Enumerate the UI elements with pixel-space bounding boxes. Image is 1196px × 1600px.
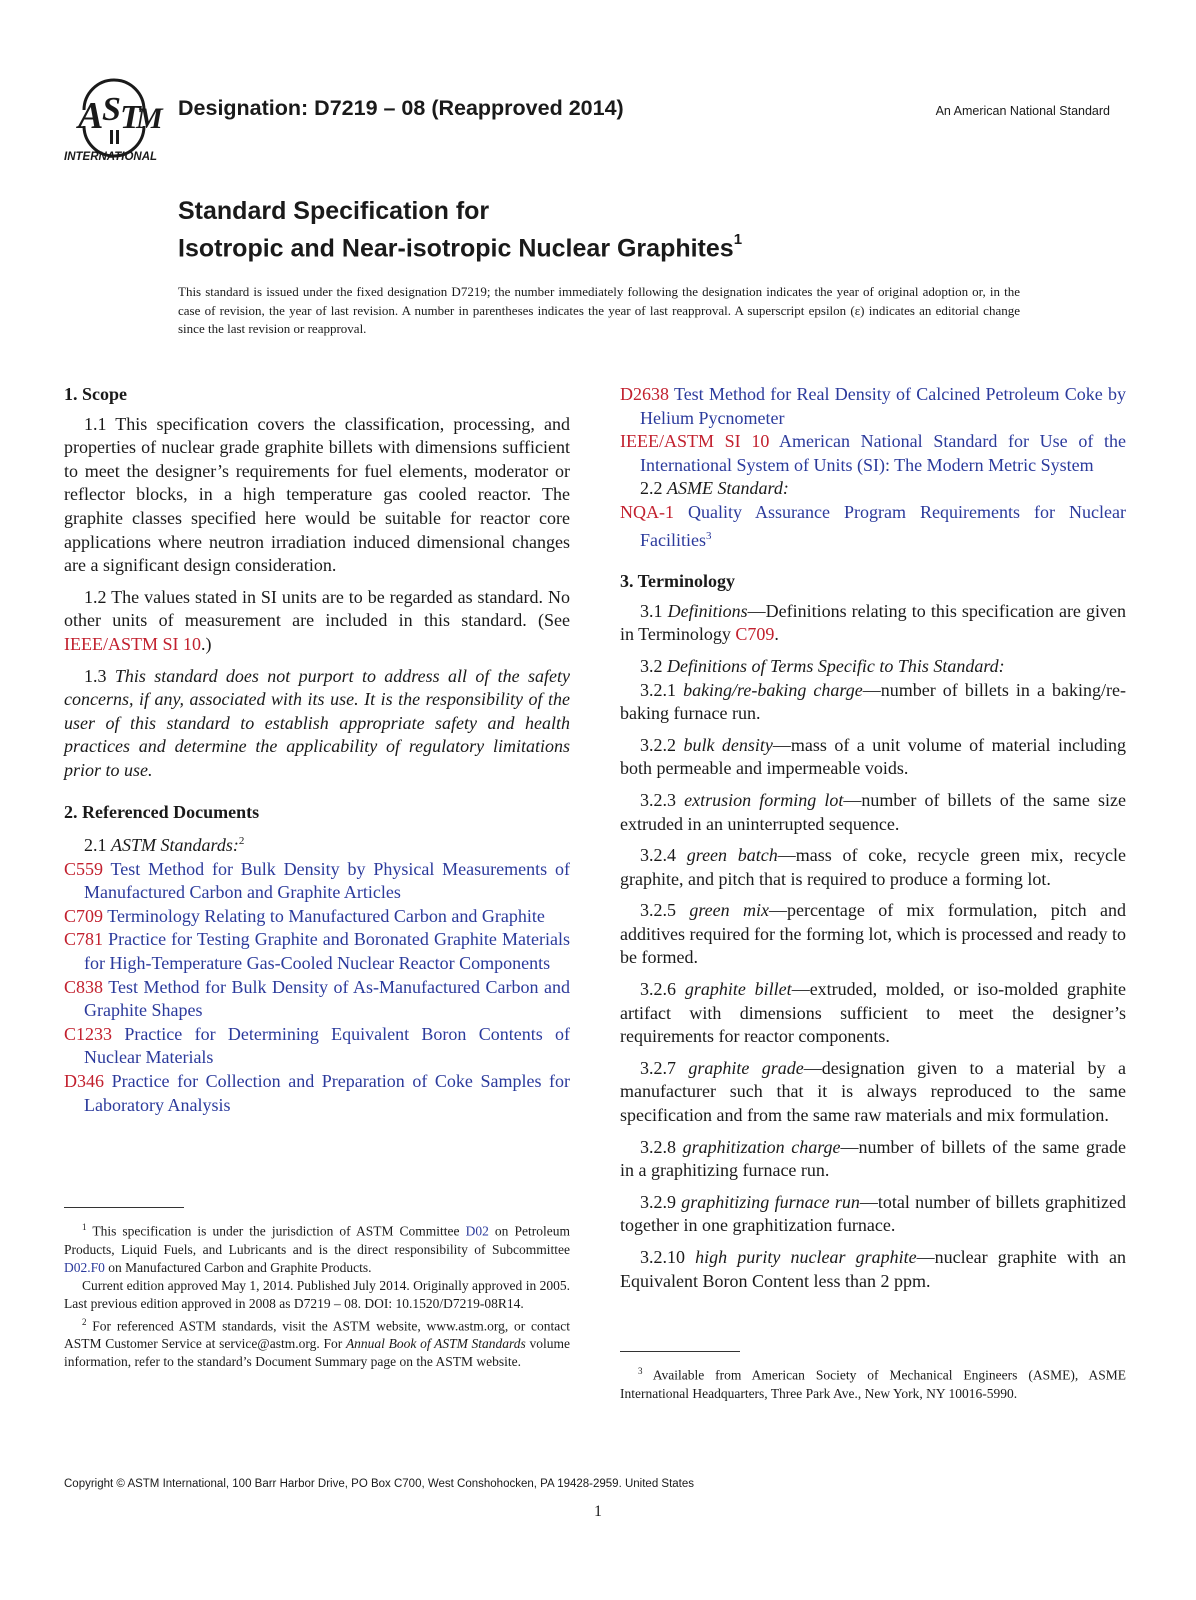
footnote-2: $^2$ For referenced ASTM standards, visit the ASTM website, www.astm.org, or contact ASTM Customer Service at service@astm.org. For Annual Book of ASTM Standards volume information, refer to the standard’s Document Summary page on the ASTM website. — [64, 1316, 571, 1369]
paragraph-3-1: 3.1 Definitions—Definitions relating to this specification are given in Terminology C709. — [620, 600, 1127, 645]
reference-c838[interactable]: C838 Test Method for Bulk Density of As-Manufactured Carbon and Graphite Shapes — [64, 976, 570, 1021]
section-heading-terminology: 3. Terminology — [620, 571, 736, 592]
paragraph-1-1: 1.1 This specification covers the classification, processing, and properties of nuclear grade graphite billets with dimensions sufficient to meet the designer’s requirements for fuel elements, moderator or reflector blocks, in a high temperature gas cooled reactor. The graphite classes specified here would be suitable for reactor core applications where neutron irradiation induced dimensional changes are a significant design consideration. — [64, 413, 570, 576]
designation: Designation: D7219 – 08 (Reapproved 2014) — [178, 96, 624, 120]
term-3-2-7: 3.2.7 graphite grade—designation given to a material by a manufacturer such that it is always reproduced to the same specification and from the same raw materials and mix formulation. — [620, 1057, 1126, 1126]
astm-logo — [62, 70, 166, 166]
document-title — [178, 196, 742, 264]
left-column — [64, 383, 570, 1117]
section-heading-referenced-documents: 2. Referenced Documents — [64, 801, 260, 822]
reference-d2638[interactable]: D2638 Test Method for Real Density of Calcined Petroleum Coke by Helium Pycnometer — [620, 384, 1126, 428]
term-3-2-6: 3.2.6 graphite billet—extruded, molded, or iso-molded graphite artifact with dimensions sufficient to meet the designer’s requirements for reactor components. — [620, 979, 1126, 1047]
svg-text:M: M — [136, 102, 163, 135]
term-3-2-3: 3.2.3 extrusion forming lot—number of billets of the same size extruded in an uninterrupted sequence. — [620, 789, 1126, 834]
footnote-1-edition: Current edition approved May 1, 2014. Published July 2014. Originally approved in 2005. Last previous edition approved in 2008 as D7219 – 08. DOI: 10.1520/D7219-08R14. — [64, 1277, 570, 1311]
reference-c709[interactable]: C709 Terminology Relating to Manufactured Carbon and Graphite — [64, 905, 545, 926]
issue-note: This standard is issued under the fixed designation D7219; the number immediately following the designation indicates the year of original adoption or, in the case of revision, the year of last revision. A number in parentheses indicates the year of last reapproval. A superscript epsilon (ε) indicates an editorial change since the last revision or reapproval. — [178, 284, 1020, 336]
svg-text:A: A — [78, 95, 104, 137]
logo-wordmark: INTERNATIONAL — [64, 151, 158, 163]
ieee-si10-link[interactable]: IEEE/ASTM SI 10 — [64, 633, 201, 654]
paragraph-3-2: 3.2 Definitions of Terms Specific to This Standard: — [640, 655, 1005, 676]
term-3-2-2: 3.2.2 bulk density—mass of a unit volume of material including both permeable and impermeable voids. — [620, 734, 1126, 779]
term-3-2-5: 3.2.5 green mix—percentage of mix formulation, pitch and additives required for the forming lot, which is processed and ready to be formed. — [620, 900, 1126, 968]
asme-standard-label: 2.2 ASME Standard: — [640, 478, 789, 499]
section-heading-scope: 1. Scope — [64, 384, 127, 404]
footnote-3: $^3$ Available from American Society of Mechanical Engineers (ASME), ASME International Headquarters, Three Park Ave., New York, NY 10016-5990. — [620, 1366, 1126, 1401]
reference-nqa-1[interactable]: NQA-1 Quality Assurance Program Requirements for Nuclear Facilities$^3$ — [620, 501, 1127, 550]
svg-text:S: S — [102, 91, 121, 128]
term-3-2-10: 3.2.10 high purity nuclear graphite—nuclear graphite with an Equivalent Boron Content less than 2 ppm. — [620, 1247, 1126, 1291]
footnote-divider-left — [64, 1207, 184, 1208]
d02-link[interactable]: D02 — [465, 1223, 489, 1239]
paragraph-1-3: 1.3 This standard does not purport to address all of the safety concerns, if any, associated with its use. It is the responsibility of the user of this standard to establish appropriate safety and health practices and determine the applicability of regulatory limitations prior to use. — [64, 665, 571, 780]
svg-text:T: T — [120, 99, 141, 136]
reference-c1233[interactable]: C1233 Practice for Determining Equivalent Boron Contents of Nuclear Materials — [64, 1023, 570, 1068]
right-column — [620, 383, 1126, 1293]
astm-standards-label: 2.1 ASTM Standards:$^2$ — [84, 835, 245, 856]
term-3-2-9: 3.2.9 graphitizing furnace run—total number of billets graphitized together in one graphitization furnace. — [620, 1191, 1126, 1236]
footnotes-left — [64, 1218, 570, 1371]
reference-c559[interactable]: C559 Test Method for Bulk Density by Physical Measurements of Manufactured Carbon and Graphite Articles — [64, 858, 570, 903]
national-standard-label: An American National Standard — [935, 104, 1110, 118]
title-line-1: Standard Specification for — [178, 197, 490, 225]
reference-d346[interactable]: D346 Practice for Collection and Preparation of Coke Samples for Laboratory Analysis — [64, 1071, 571, 1115]
reference-ieee-si10[interactable]: IEEE/ASTM SI 10 American National Standard for Use of the International System of Units (SI): The Modern Metric System — [620, 431, 1126, 475]
reference-c781[interactable]: C781 Practice for Testing Graphite and Boronated Graphite Materials for High-Temperature Gas-Cooled Nuclear Reactor Components — [64, 929, 570, 974]
term-3-2-4: 3.2.4 green batch—mass of coke, recycle green mix, recycle graphite, and pitch that is required to produce a forming lot. — [620, 845, 1127, 889]
astm-reference-list — [64, 858, 570, 1118]
footnote-divider-right — [620, 1351, 740, 1352]
d02-f0-link[interactable]: D02.F0 — [64, 1259, 105, 1275]
copyright-notice: Copyright © ASTM International, 100 Barr Harbor Drive, PO Box C700, West Conshohocken, PA 19428-2959. United States — [64, 1478, 695, 1490]
footnote-1: $^1$ This specification is under the jurisdiction of ASTM Committee D02 on Petroleum Products, Liquid Fuels, and Lubricants and is the direct responsibility of Subcommittee D02.F0 on Manufactured Carbon and Graphite Products. — [64, 1222, 570, 1275]
c709-link[interactable]: C709 — [735, 624, 775, 645]
term-3-2-8: 3.2.8 graphitization charge—number of billets of the same grade in a graphitizing furnace run. — [620, 1136, 1126, 1181]
footnotes-right — [620, 1362, 1126, 1403]
title-line-2: Isotropic and Near-isotropic Nuclear Graphites$^1$ — [178, 231, 743, 263]
title-footnote-mark: 1 — [733, 231, 743, 248]
term-3-2-1: 3.2.1 baking/re-baking charge—number of billets in a baking/re-baking furnace run. — [620, 679, 1126, 724]
page-number: 1 — [594, 1503, 602, 1520]
paragraph-1-2: 1.2 The values stated in SI units are to be regarded as standard. No other units of measurement are included in this standard. (See IEEE/ASTM SI 10.) — [64, 586, 570, 654]
